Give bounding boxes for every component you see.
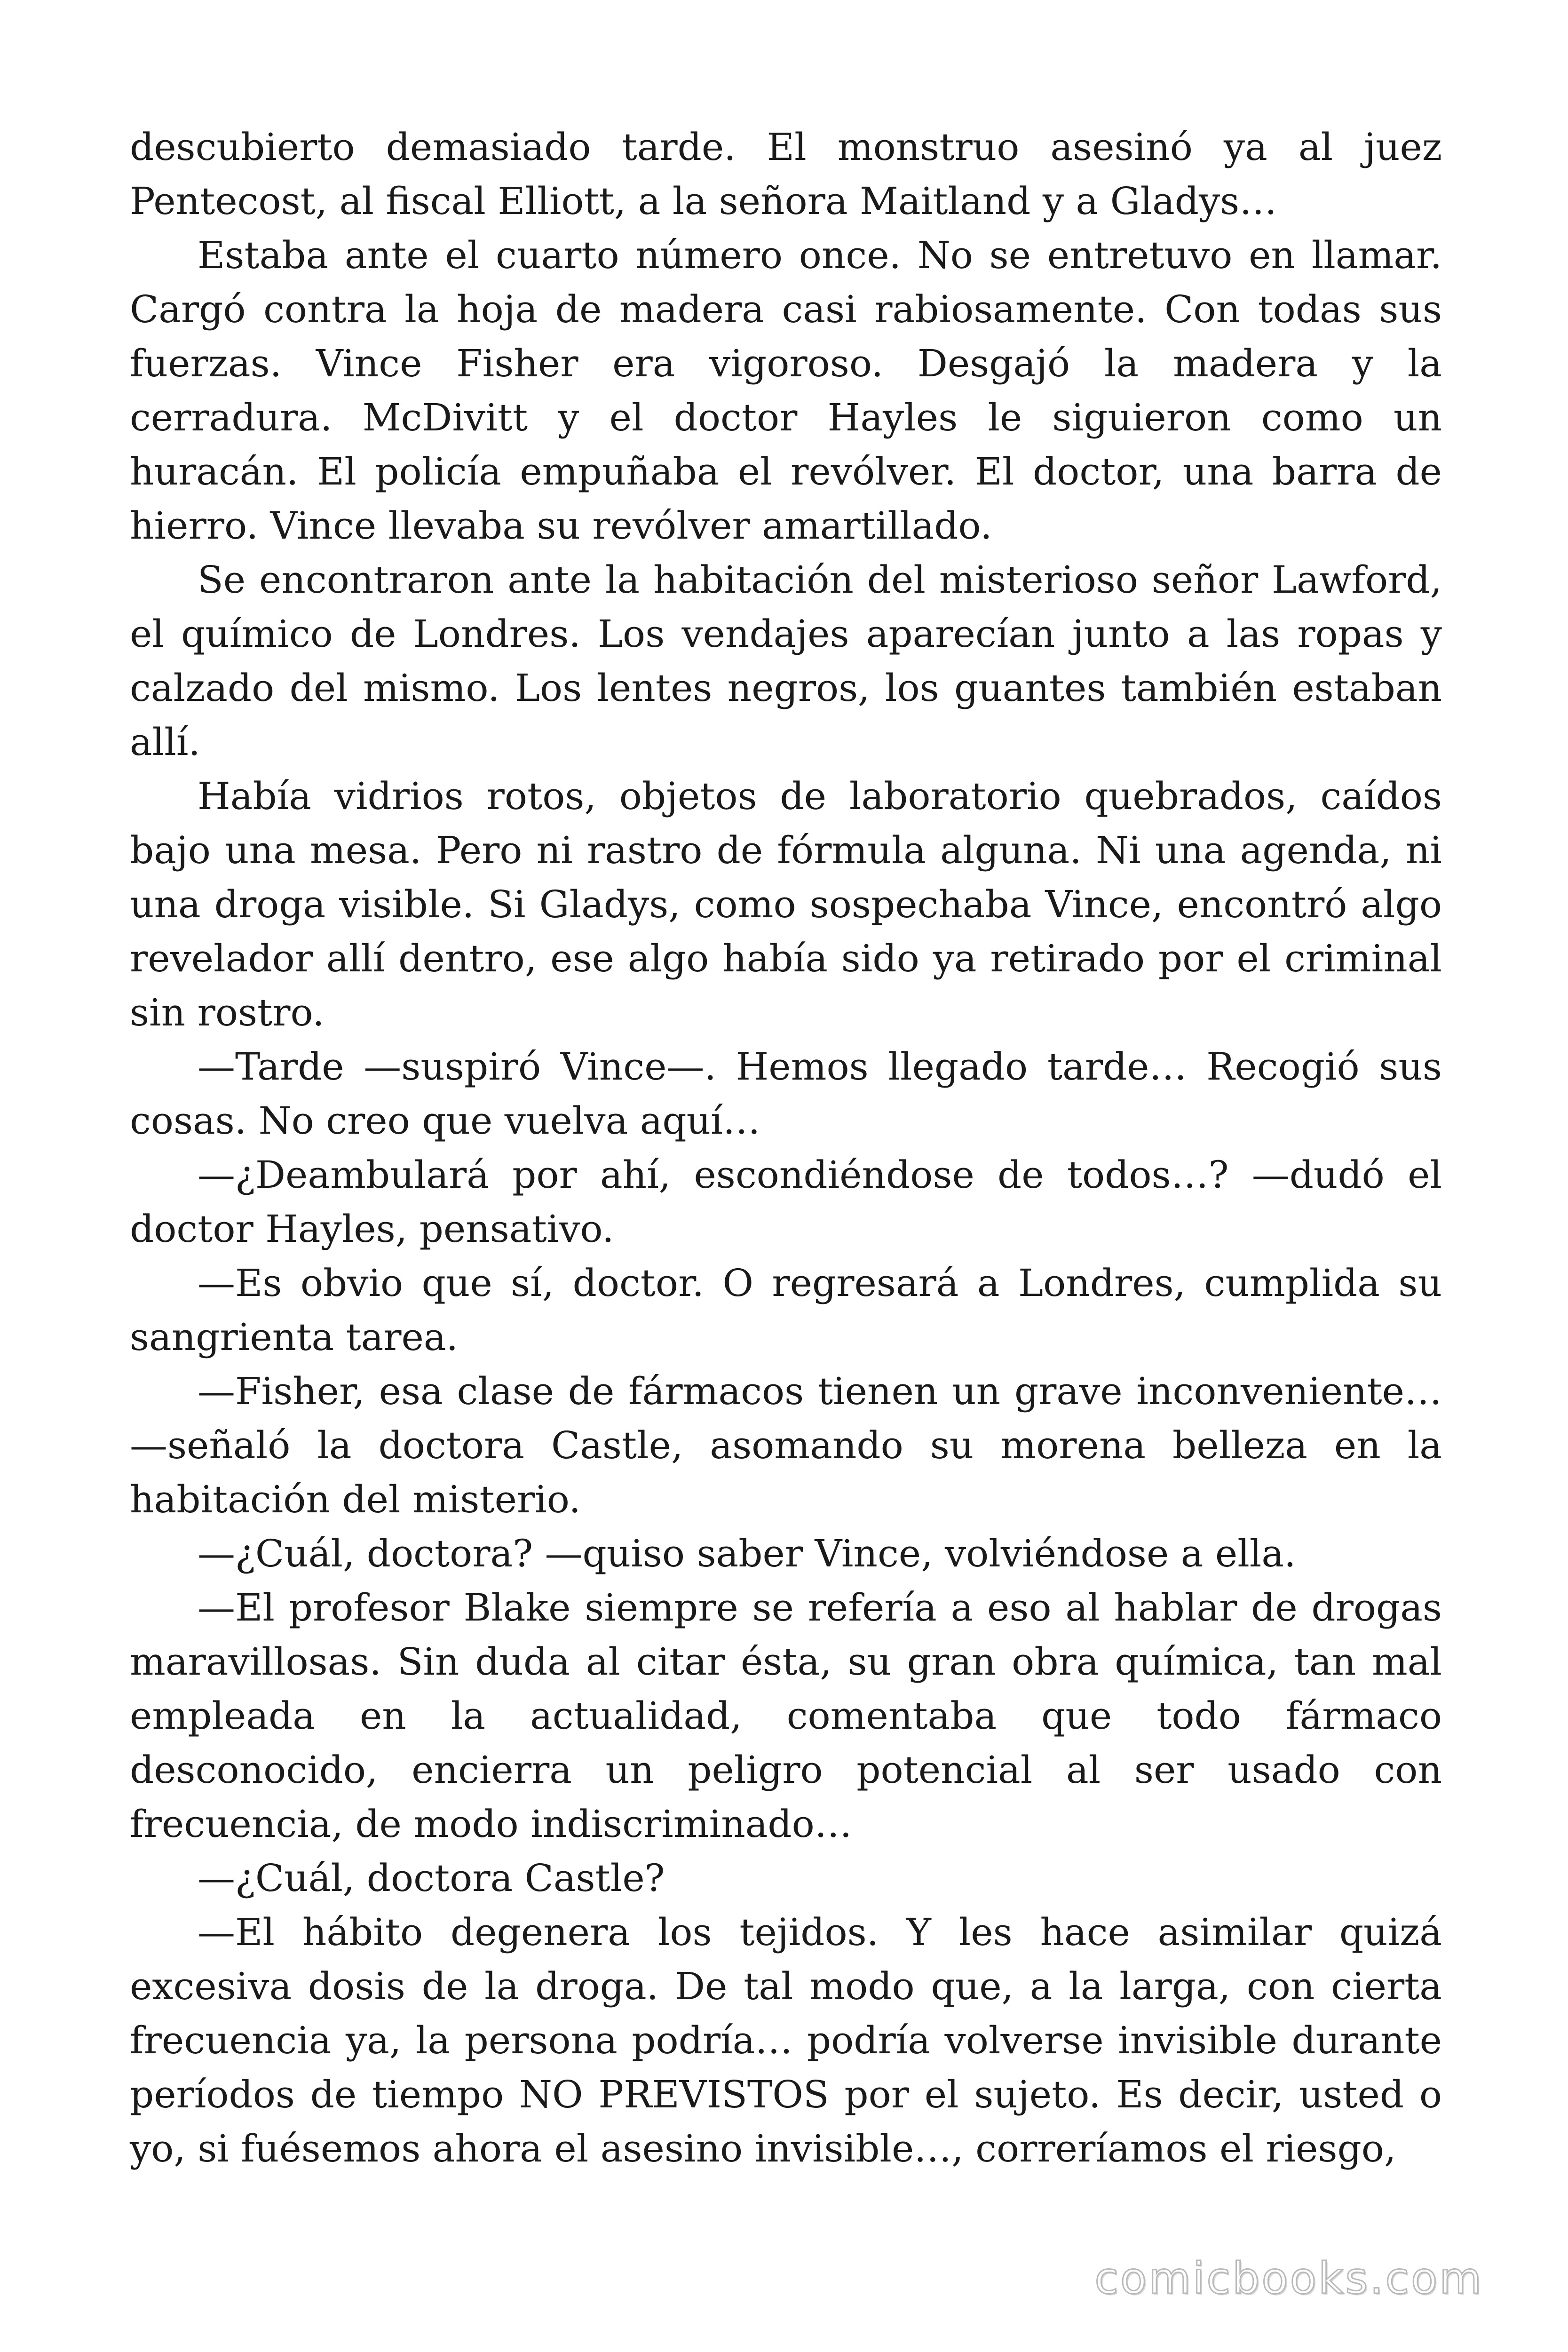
paragraph: —¿Cuál, doctora? —quiso saber Vince, volviéndose a ella. (198, 1532, 1296, 1575)
paragraph: —Tarde —suspiró Vince—. Hemos llegado tarde… Recogió sus cosas. No creo que vuelva aquí… (130, 1045, 1442, 1143)
paragraph: Estaba ante el cuarto número once. No se entretuvo en llamar. Cargó contra la hoja de madera casi rabiosamente. Con todas sus fuerzas. Vince Fisher era vigoroso. Desgajó la madera y la cerradura. McDivitt y el doctor Hayles le siguieron como un huracán. El policía empuñaba el revólver. El doctor, una barra de hierro. Vince llevaba su revólver amartillado. (130, 233, 1442, 548)
paragraph: —Es obvio que sí, doctor. O regresará a Londres, cumplida su sangrienta tarea. (130, 1261, 1442, 1359)
paragraph: —El hábito degenera los tejidos. Y les hace asimilar quizá excesiva dosis de la droga. De tal modo que, a la larga, con cierta frecuencia ya, la persona podría… podría volverse invisible durante períodos de tiempo NO PREVISTOS por el sujeto. Es decir, usted o yo, si fuésemos ahora el asesino invisible…, correríamos el riesgo, (130, 1910, 1442, 2170)
paragraph: —El profesor Blake siempre se refería a eso al hablar de drogas maravillosas. Sin duda al citar ésta, su gran obra química, tan mal empleada en la actualidad, comentaba que todo fármaco desconocido, encierra un peligro potencial al ser usado con frecuencia, de modo indiscriminado… (130, 1586, 1442, 1846)
paragraph: —Fisher, esa clase de fármacos tienen un grave inconveniente… —señaló la doctora Castle, asomando su morena belleza en la habitación del misterio. (130, 1369, 1442, 1521)
paragraph: descubierto demasiado tarde. El monstruo asesinó ya al juez Pentecost, al fiscal Elliott, a la señora Maitland y a Gladys… (130, 125, 1442, 223)
body-text (130, 120, 1442, 2176)
paragraph: —¿Deambulará por ahí, escondiéndose de todos…? —dudó el doctor Hayles, pensativo. (130, 1153, 1442, 1251)
paragraph: Había vidrios rotos, objetos de laboratorio quebrados, caídos bajo una mesa. Pero ni rastro de fórmula alguna. Ni una agenda, ni una droga visible. Si Gladys, como sospechaba Vince, encontró algo revelador allí dentro, ese algo había sido ya retirado por el criminal sin rostro. (130, 774, 1442, 1034)
watermark: comicbooks.com (1094, 2253, 1483, 2304)
paragraph: Se encontraron ante la habitación del misterioso señor Lawford, el químico de Londres. Los vendajes aparecían junto a las ropas y calzado del mismo. Los lentes negros, los guantes también estaban allí. (130, 558, 1442, 764)
paragraph: —¿Cuál, doctora Castle? (198, 1856, 665, 1900)
